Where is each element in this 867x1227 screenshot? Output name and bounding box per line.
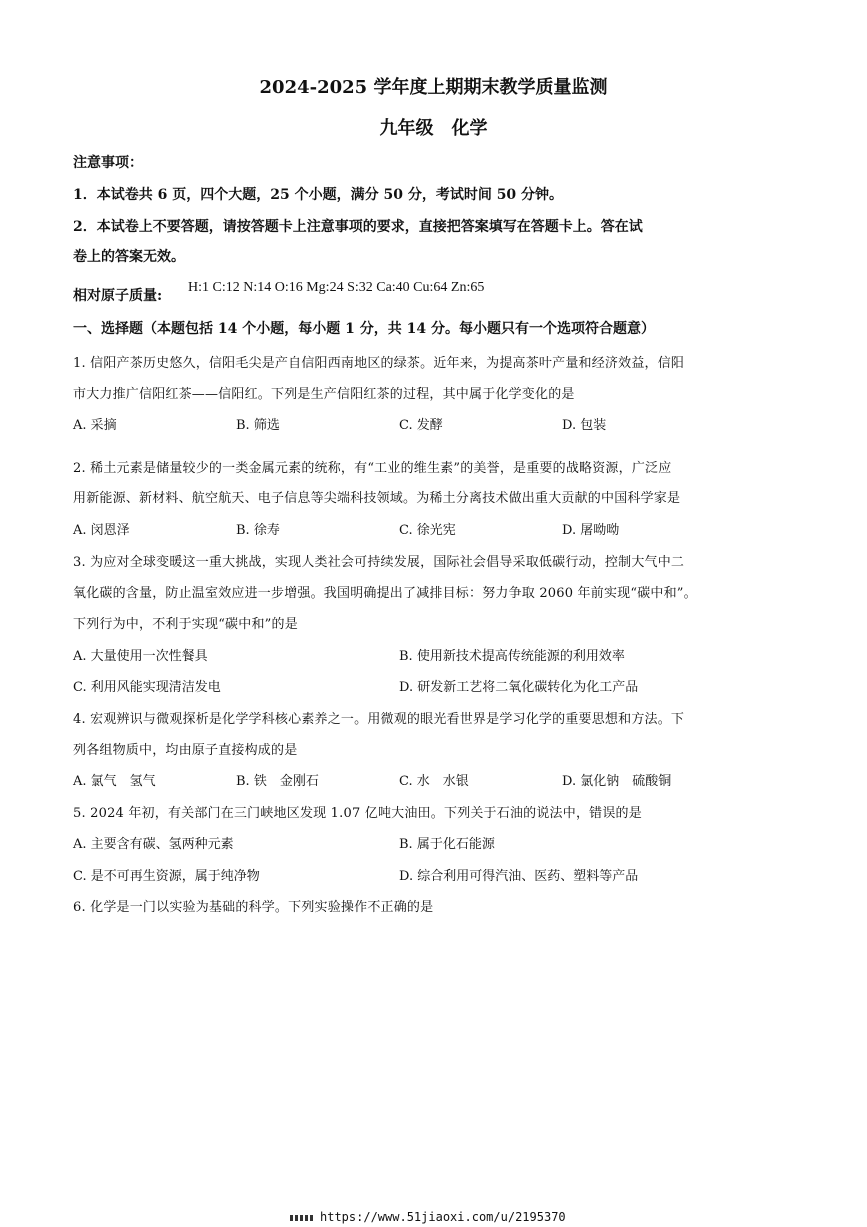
question-3-line-1: 3. 为应对全球变暖这一重大挑战，实现人类社会可持续发展，国际社会倡导采取低碳行动，控制大气中二	[73, 555, 685, 570]
question-4-option-a: A. 氯气 氢气	[73, 774, 156, 789]
question-5-option-d: D. 综合利用可得汽油、医药、塑料等产品	[399, 869, 639, 884]
question-2-option-c: C. 徐光宪	[399, 523, 456, 538]
question-4-option-d: D. 氯化钠 硫酸铜	[562, 774, 672, 789]
question-3-option-a: A. 大量使用一次性餐具	[73, 649, 208, 664]
question-2-line-2: 用新能源、新材料、航空航天、电子信息等尖端科技领域。为稀土分离技术做出重大贡献的中国科学家是	[73, 491, 681, 506]
notice-heading: 注意事项：	[73, 155, 143, 171]
question-4-option-c: C. 水 水银	[399, 774, 469, 789]
notice-item-1: 1．本试卷共 6 页，四个大题，25 个小题，满分 50 分，考试时间 50 分钟。	[73, 187, 564, 203]
footer-watermark	[290, 1210, 566, 1224]
section-1-heading: 一、选择题（本题包括 14 个小题，每小题 1 分，共 14 分。每小题只有一个选项符合题意）	[73, 321, 655, 337]
question-5-option-b: B. 属于化石能源	[399, 837, 495, 852]
question-1-line-2: 市大力推广信阳红茶——信阳红。下列是生产信阳红茶的过程，其中属于化学变化的是	[73, 387, 575, 402]
question-3-option-c: C. 利用风能实现清洁发电	[73, 680, 221, 695]
question-4-line-2: 列各组物质中，均由原子直接构成的是	[73, 743, 298, 758]
question-3-option-b: B. 使用新技术提高传统能源的利用效率	[399, 649, 625, 664]
question-1-option-a: A. 采摘	[73, 418, 117, 433]
question-2-option-d: D. 屠呦呦	[562, 523, 620, 538]
watermark-logo-icon	[290, 1215, 314, 1221]
question-5-line-1: 5. 2024 年初，有关部门在三门峡地区发现 1.07 亿吨大油田。下列关于石油的说法中，错误的是	[73, 806, 642, 821]
question-5-option-c: C. 是不可再生资源，属于纯净物	[73, 869, 260, 884]
question-5-option-a: A. 主要含有碳、氢两种元素	[73, 837, 234, 852]
question-1-option-d: D. 包装	[562, 418, 607, 433]
question-3-line-2: 氧化碳的含量，防止温室效应进一步增强。我国明确提出了减排目标：努力争取 2060 年前实现“碳中和”。	[73, 586, 697, 601]
question-2-option-a: A. 闵恩泽	[73, 523, 130, 538]
exam-title: 2024-2025 学年度上期期末教学质量监测	[259, 77, 608, 98]
question-3-line-3: 下列行为中，不利于实现“碳中和”的是	[73, 617, 298, 632]
question-1-line-1: 1. 信阳产茶历史悠久，信阳毛尖是产自信阳西南地区的绿茶。近年来，为提高茶叶产量和经济效益，信阳	[73, 356, 685, 371]
atomic-mass-values: H:1 C:12 N:14 O:16 Mg:24 S:32 Ca:40 Cu:64 Zn:65	[188, 280, 485, 295]
atomic-mass-label: 相对原子质量:	[73, 288, 163, 304]
question-6-line-1: 6. 化学是一门以实验为基础的科学。下列实验操作不正确的是	[73, 900, 434, 915]
question-4-line-1: 4. 宏观辨识与微观探析是化学学科核心素养之一。用微观的眼光看世界是学习化学的重要思想和方法。下	[73, 712, 685, 727]
question-2-option-b: B. 徐寿	[236, 523, 280, 538]
question-2-line-1: 2. 稀土元素是储量较少的一类金属元素的统称，有“工业的维生素”的美誉，是重要的战略资源，广泛应	[73, 461, 672, 476]
notice-item-2-line-2: 卷上的答案无效。	[73, 249, 185, 265]
question-1-option-b: B. 筛选	[236, 418, 280, 433]
question-3-option-d: D. 研发新工艺将二氧化碳转化为化工产品	[399, 680, 639, 695]
notice-item-2-line-1: 2．本试卷上不要答题，请按答题卡上注意事项的要求，直接把答案填写在答题卡上。答在试	[73, 219, 643, 235]
question-1-option-c: C. 发酵	[399, 418, 443, 433]
exam-subtitle: 九年级 化学	[379, 118, 488, 139]
footer-url[interactable]: https://www.51jiaoxi.com/u/2195370	[320, 1210, 566, 1224]
question-4-option-b: B. 铁 金刚石	[236, 774, 319, 789]
